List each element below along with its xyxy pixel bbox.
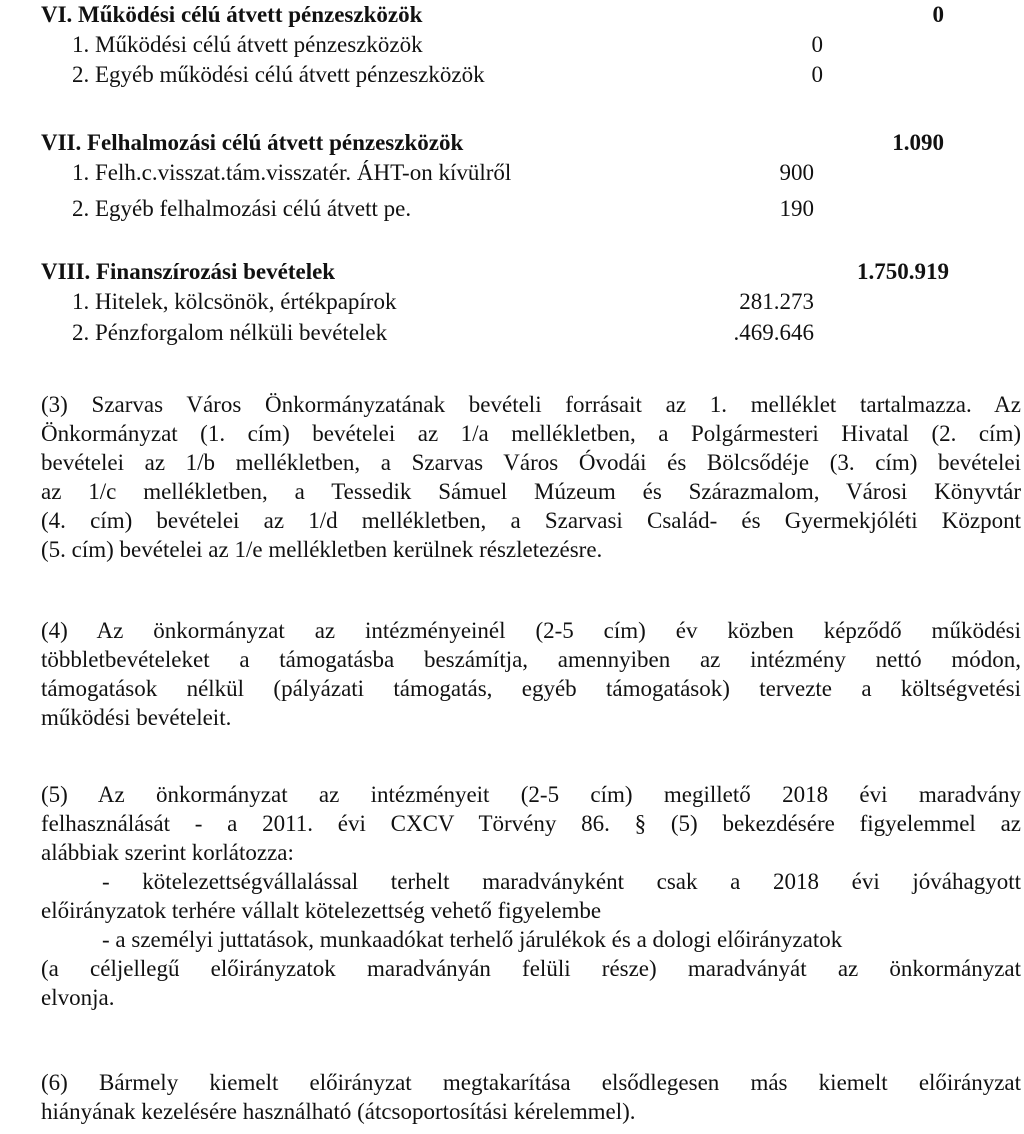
section-heading: VIII. Finanszírozási bevételek — [41, 259, 336, 284]
paragraph-line: előirányzatok terhére vállalt kötelezettség vehető figyelembe — [41, 898, 602, 923]
item-label: 1. Felh.c.visszat.tám.visszatér. ÁHT-on kívülről — [72, 160, 512, 185]
paragraph-5 — [41, 780, 1021, 1012]
item-value: 0 — [811, 32, 823, 57]
paragraph-line: felhasználását - a 2011. évi CXCV Törvény 86. § (5) bekezdésére figyelemmel az — [41, 811, 1021, 836]
paragraph-3 — [41, 390, 1021, 564]
paragraph-6 — [41, 1068, 1021, 1126]
paragraph-line: Önkormányzat (1. cím) bevételei az 1/a mellékletben, a Polgármesteri Hivatal (2. cím) — [41, 421, 1021, 446]
paragraph-line: alábbiak szerint korlátozza: — [41, 840, 294, 865]
item-label: 1. Hitelek, kölcsönök, értékpapírok — [72, 289, 397, 314]
paragraph-line: támogatások nélkül (pályázati támogatás, egyéb támogatások) tervezte a költségvetési — [41, 676, 1021, 701]
paragraph-line: hiányának kezelésére használható (átcsoportosítási kérelemmel). — [41, 1099, 636, 1124]
item-value: 900 — [779, 160, 814, 185]
item-value: 0 — [811, 62, 823, 87]
paragraph-line: többletbevételeket a támogatásba beszámítja, amennyiben az intézmény nettó módon, — [41, 647, 1021, 672]
paragraph-line: (6) Bármely kiemelt előirányzat megtakarítása elsődlegesen más kiemelt előirányzat — [41, 1070, 1021, 1095]
section-heading: VII. Felhalmozási célú átvett pénzeszközök — [41, 130, 464, 155]
paragraph-line: (5) Az önkormányzat az intézményeit (2-5 cím) megillető 2018 évi maradvány — [41, 782, 1021, 807]
item-value: .469.646 — [733, 320, 814, 345]
paragraph-line: - kötelezettségvállalással terhelt maradványként csak a 2018 évi jóváhagyott — [102, 869, 1021, 894]
item-label: 1. Működési célú átvett pénzeszközök — [72, 32, 423, 57]
section-total: 0 — [932, 2, 944, 27]
section-heading: VI. Működési célú átvett pénzeszközök — [41, 2, 423, 27]
paragraph-line: (3) Szarvas Város Önkormányzatának bevételi forrásait az 1. melléklet tartalmazza. Az — [41, 392, 1021, 417]
paragraph-line: (5. cím) bevételei az 1/e mellékletben kerülnek részletezésre. — [41, 537, 603, 562]
item-value: 190 — [779, 196, 814, 221]
section-total: 1.090 — [892, 130, 944, 155]
paragraph-line: (4) Az önkormányzat az intézményeinél (2-5 cím) év közben képződő működési — [41, 618, 1021, 643]
item-value: 281.273 — [739, 289, 814, 314]
paragraph-line: bevételei az 1/b mellékletben, a Szarvas Város Óvodái és Bölcsődéje (3. cím) bevételei — [41, 450, 1021, 475]
section-total: 1.750.919 — [857, 259, 949, 284]
paragraph-line: - a személyi juttatások, munkaadókat terhelő járulékok és a dologi előirányzatok — [102, 927, 843, 952]
item-label: 2. Egyéb működési célú átvett pénzeszközök — [72, 62, 485, 87]
paragraph-4 — [41, 616, 1021, 732]
paragraph-line: (4. cím) bevételei az 1/d mellékletben, a Szarvasi Család- és Gyermekjóléti Központ — [41, 508, 1021, 533]
paragraph-line: (a céljellegű előirányzatok maradványán felüli része) maradványát az önkormányzat — [41, 956, 1021, 981]
item-label: 2. Egyéb felhalmozási célú átvett pe. — [72, 196, 412, 221]
paragraph-line: működési bevételeit. — [41, 705, 232, 730]
item-label: 2. Pénzforgalom nélküli bevételek — [72, 320, 388, 345]
paragraph-line: elvonja. — [41, 985, 115, 1010]
paragraph-line: az 1/c mellékletben, a Tessedik Sámuel Múzeum és Szárazmalom, Városi Könyvtár — [41, 479, 1021, 504]
